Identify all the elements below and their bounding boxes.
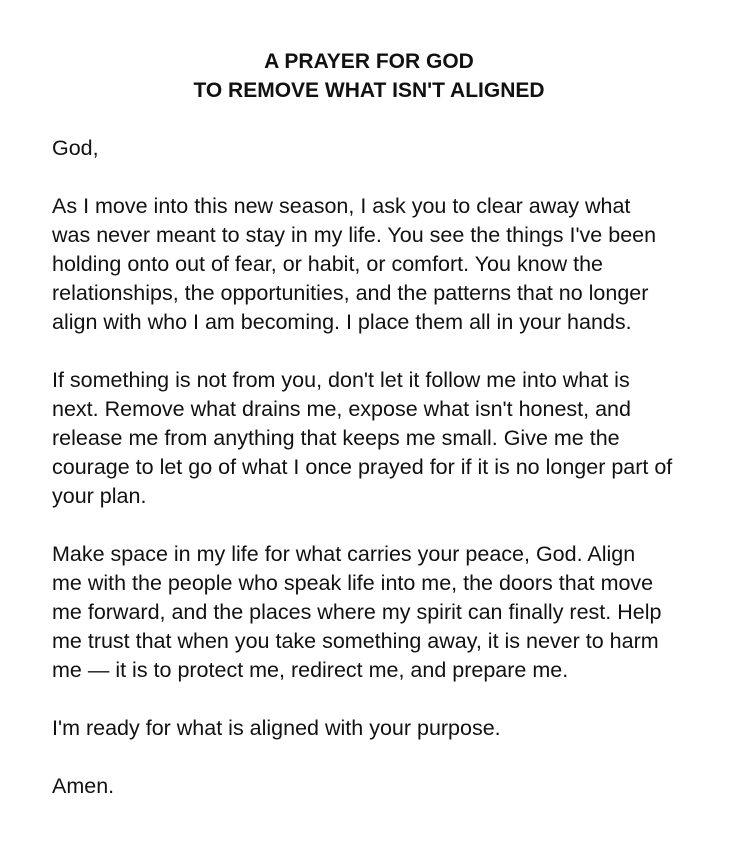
salutation: God, <box>52 136 99 160</box>
paragraph-2 <box>52 366 724 511</box>
paragraph-line: As I move into this new season, I ask you to clear away what <box>52 194 631 218</box>
paragraph-line: was never meant to stay in my life. You see the things I've been <box>52 223 657 247</box>
paragraph-line: me trust that when you take something away, it is never to harm <box>52 629 659 653</box>
paragraph-1 <box>52 192 724 337</box>
paragraph-line: I'm ready for what is aligned with your purpose. <box>52 716 501 740</box>
paragraph-line: relationships, the opportunities, and the patterns that no longer <box>52 281 649 305</box>
paragraph-line: If something is not from you, don't let it follow me into what is <box>52 368 630 392</box>
paragraph-line: courage to let go of what I once prayed for if it is no longer part of <box>52 455 673 479</box>
paragraph-line: me with the people who speak life into me, the doors that move <box>52 571 654 595</box>
paragraph-line: release me from anything that keeps me small. Give me the <box>52 426 620 450</box>
paragraph-4 <box>52 714 724 743</box>
title-line-2: TO REMOVE WHAT ISN'T ALIGNED <box>193 79 545 102</box>
document-title <box>0 0 738 105</box>
paragraph-line: your plan. <box>52 484 147 508</box>
paragraph-3 <box>52 540 724 685</box>
paragraph-line: holding onto out of fear, or habit, or comfort. You know the <box>52 252 604 276</box>
paragraph-line: next. Remove what drains me, expose what isn't honest, and <box>52 397 631 421</box>
paragraph-line: me — it is to protect me, redirect me, and prepare me. <box>52 658 569 682</box>
closing: Amen. <box>52 774 115 798</box>
paragraph-line: align with who I am becoming. I place them all in your hands. <box>52 310 632 334</box>
paragraph-line: Make space in my life for what carries your peace, God. Align <box>52 542 636 566</box>
paragraph-line: me forward, and the places where my spirit can finally rest. Help <box>52 600 662 624</box>
title-line-1: A PRAYER FOR GOD <box>264 50 474 73</box>
